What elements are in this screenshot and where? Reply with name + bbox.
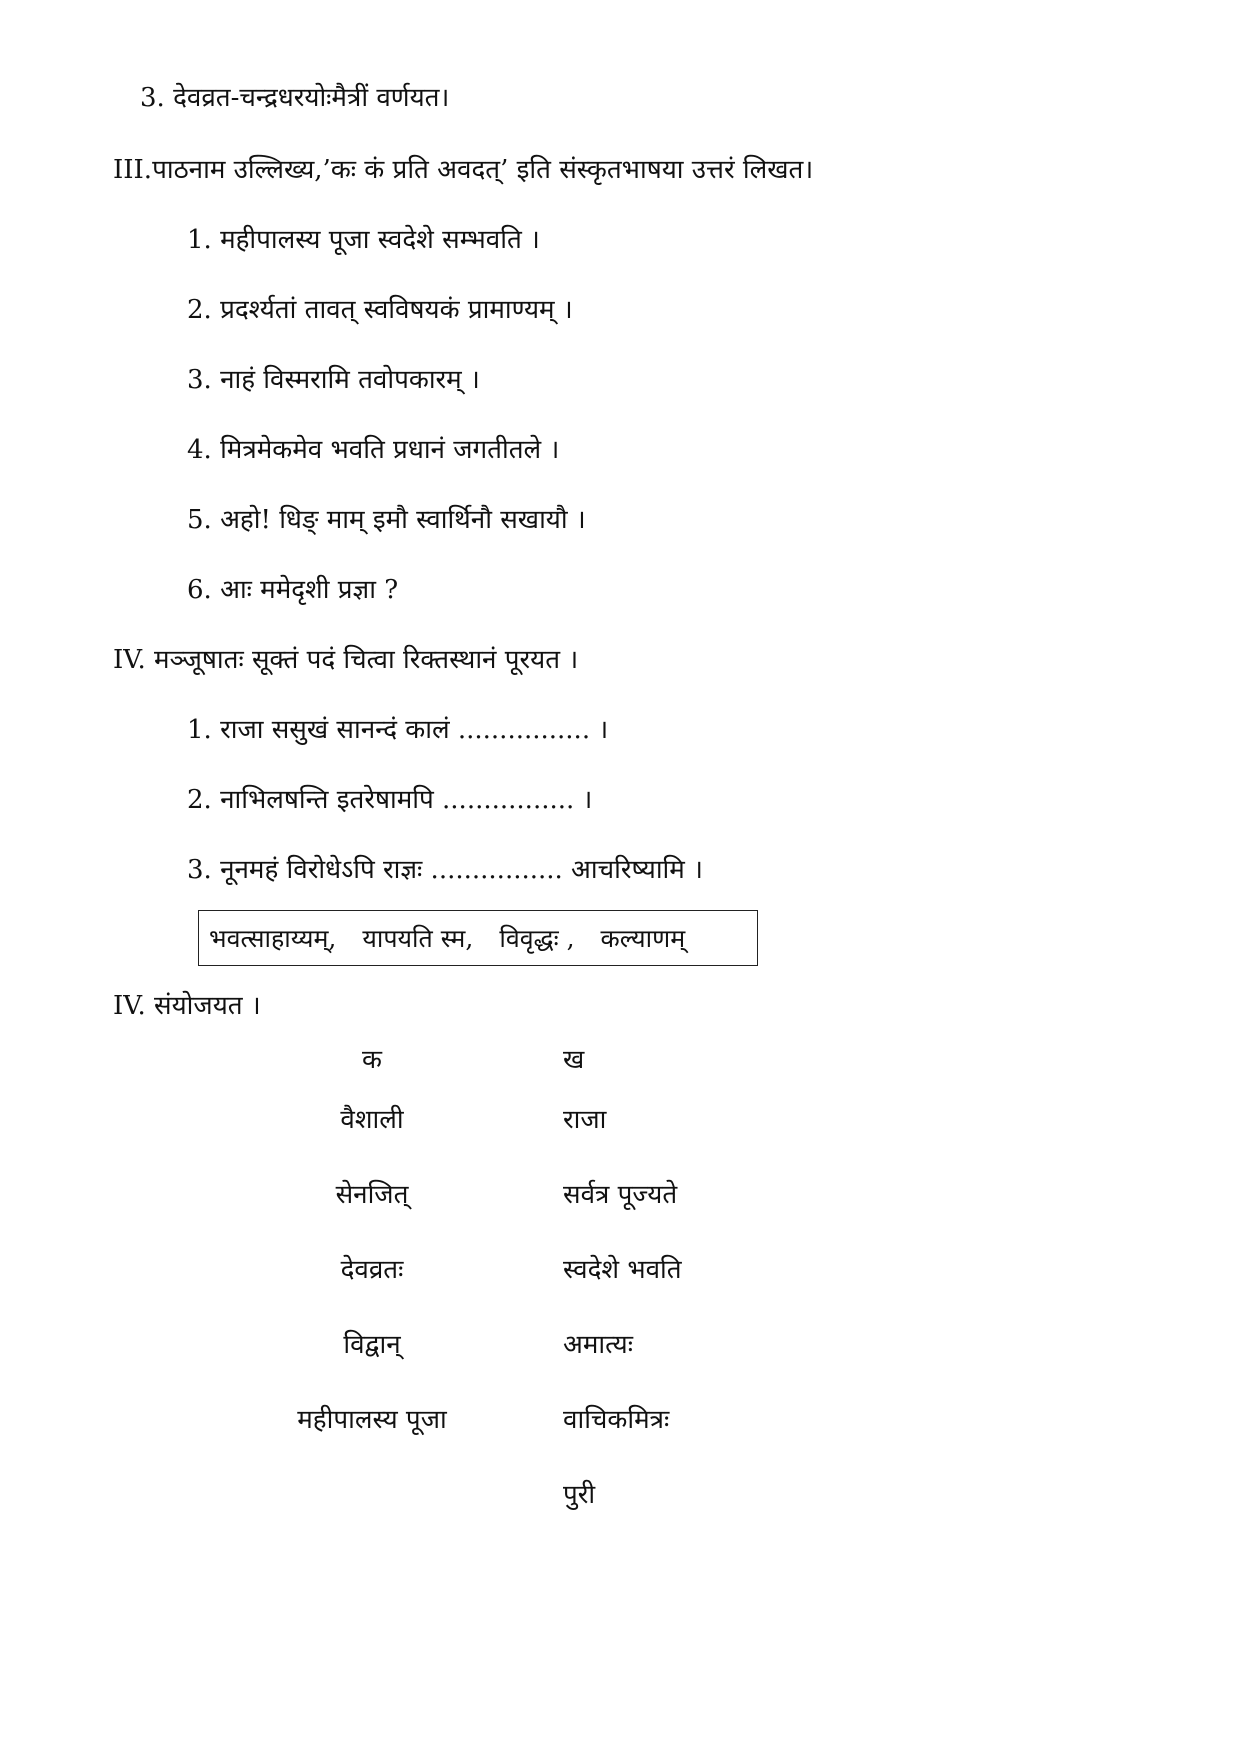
match-right-item: अमात्यः — [563, 1330, 634, 1360]
section-4b-heading: IV. संयोजयत । — [113, 991, 261, 1021]
word-box-word: भवत्साहाय्यम्, — [209, 924, 337, 953]
match-left-item: वैशाली — [340, 1105, 404, 1135]
match-right-item: सर्वत्र पूज्यते — [563, 1180, 678, 1210]
match-left-item: सेनजित् — [335, 1180, 409, 1210]
match-left-item: महीपालस्य पूजा — [297, 1405, 447, 1435]
match-left-item: देवव्रतः — [340, 1255, 404, 1285]
match-right-item: राजा — [563, 1105, 607, 1135]
section-3-item-3: 3. नाहं विस्मरामि तवोपकारम् । — [187, 365, 480, 395]
section-3-item-6: 6. आः ममेदृशी प्रज्ञा ? — [187, 575, 399, 605]
column-k-header: क — [362, 1045, 382, 1075]
fill-blank-item-3: 3. नूनमहं विरोधेऽपि राज्ञः ................ आचरिष्यामि । — [187, 855, 703, 885]
section-3-heading: III.पाठनाम उल्लिख्य,’कः कं प्रति अवदत्’ इति संस्कृतभाषया उत्तरं लिखत। — [113, 155, 814, 185]
match-right-item: पुरी — [563, 1480, 596, 1510]
match-right-item: वाचिकमित्रः — [563, 1405, 670, 1435]
question-3-describe-friendship: 3. देवव्रत-चन्द्रधरयोःमैत्रीं वर्णयत। — [140, 83, 450, 113]
word-box-word: यापयति स्म, — [362, 924, 474, 953]
section-4a-heading: IV. मञ्जूषातः सूक्तं पदं चित्वा रिक्तस्थानं पूरयत । — [113, 645, 579, 675]
match-right-item: स्वदेशे भवति — [563, 1255, 682, 1285]
section-3-item-1: 1. महीपालस्य पूजा स्वदेशे सम्भवति । — [187, 225, 540, 255]
section-3-item-2: 2. प्रदर्श्यतां तावत् स्वविषयकं प्रामाण्यम् । — [187, 295, 573, 325]
word-box-word: विवृद्धः , — [499, 924, 575, 953]
fill-blank-item-1: 1. राजा ससुखं सानन्दं कालं ................ । — [187, 715, 609, 745]
column-kh-header: ख — [563, 1045, 585, 1075]
word-box — [198, 910, 758, 966]
section-3-item-5: 5. अहो! धिङ् माम् इमौ स्वार्थिनौ सखायौ । — [187, 505, 586, 535]
section-3-item-4: 4. मित्रमेकमेव भवति प्रधानं जगतीतले । — [187, 435, 560, 465]
fill-blank-item-2: 2. नाभिलषन्ति इतरेषामपि ................ । — [187, 785, 593, 815]
match-left-item: विद्वान् — [343, 1330, 401, 1360]
word-box-word: कल्याणम् — [600, 924, 686, 953]
